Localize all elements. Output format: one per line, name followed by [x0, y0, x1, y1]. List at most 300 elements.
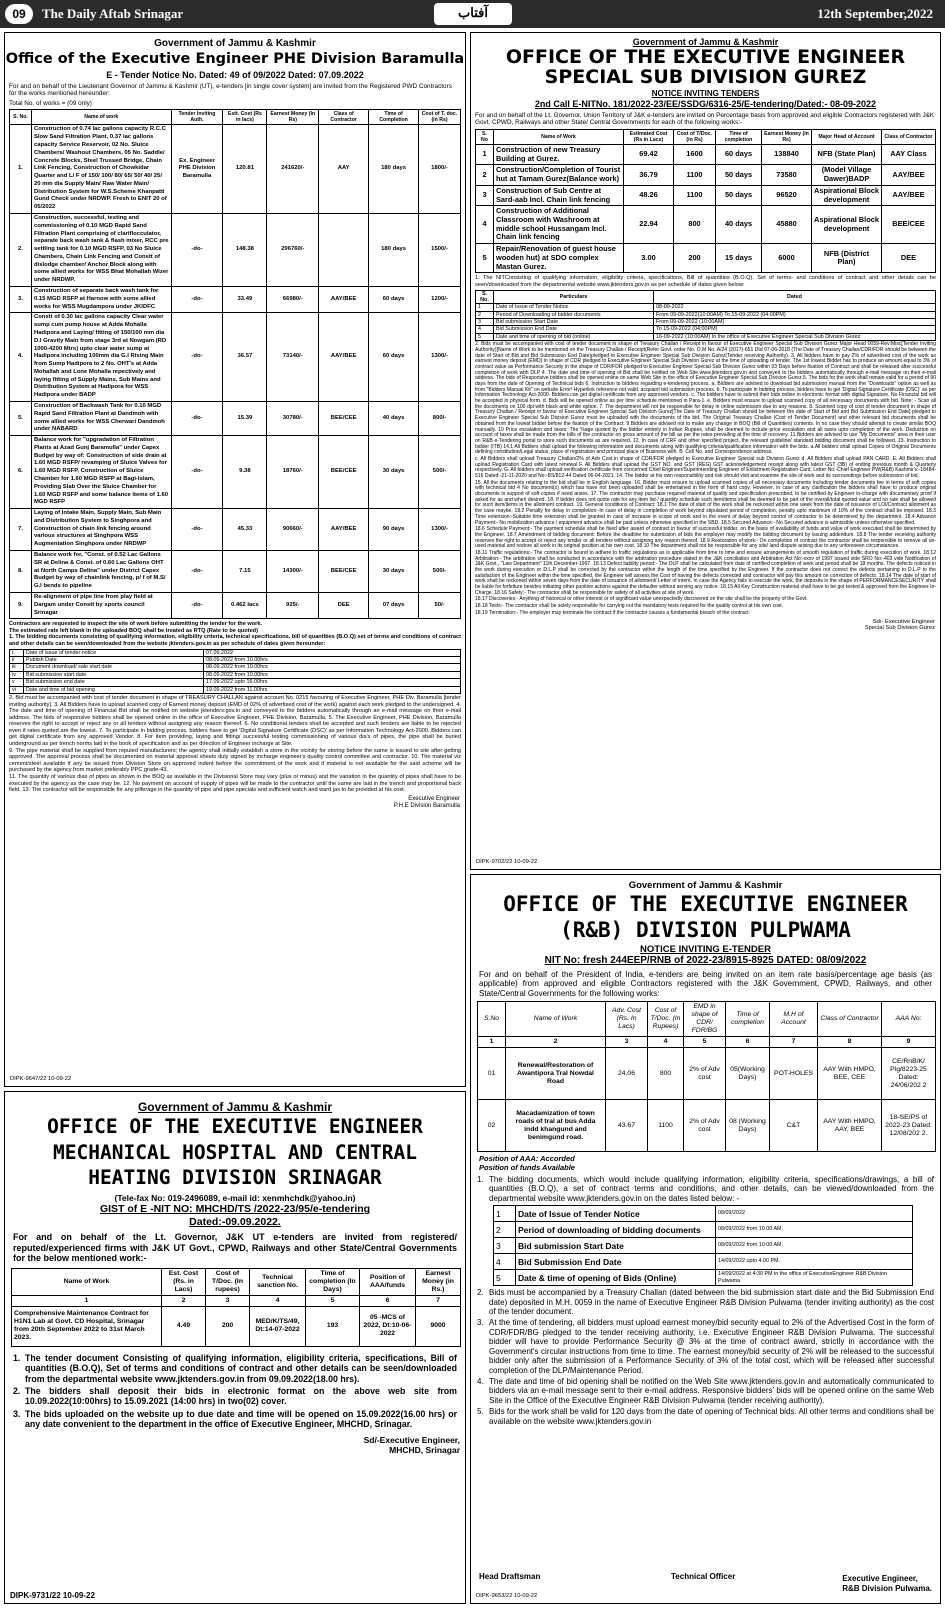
table-cell: -do- — [171, 551, 223, 593]
column-header: Cost of T. doc. (in Rs) — [419, 110, 461, 125]
sign-line: P.H.E Division Baramulla — [393, 802, 460, 809]
table-cell: 3.00 — [624, 244, 674, 273]
table-cell: Publish Date — [24, 657, 204, 664]
table-cell: 296760/- — [267, 214, 319, 287]
table-cell: -do- — [171, 436, 223, 509]
table-cell: Bid submission Start Date — [494, 319, 654, 326]
notes — [471, 342, 940, 616]
table-cell: AAY/BEE — [319, 509, 369, 551]
column-header: S.No — [478, 1002, 506, 1037]
table-row — [476, 311, 936, 318]
note-paragraph: 2. Bids must be accompanied with cost of tender document in shape of Treasury Challan / Receipt in favour of Executive Engineer Special Sub Division Gurez Major Head 0059-Rev:Misc[Tender Inviting Authority)]Name of Work to be mentioned on the Treasury Challan / Receipt(Refer Govt. order No. O.M No. A/24 (2017)-651 Dtd 07-06-2018 (The Date of Treasury Challan/CDR/FDR should be between the date of Start of Bid and Bid Submission End Date)pledged to Executive Engineer Special Sub Division Gurez(Tender receiving Authority). 3. All bidders have to pay 2% of advertised cost of the work as earnest money deposit (EMD) in shape of CDR pledged to Executive Engineer Special Sub Division Gurez at the time of uploading of tender. The 1st lowest Bidder has to produce an amount equal to 3% of contract value as Performance Security in the shape of CDR/FDR pledged to Executive Engineer Special Sub Division Gurez within 03 Days before fixation of Contract and shall be released after successful completion of work with DLP 4. The date and time of opening of Bid shall be notified on Web Site www.jktenders.gov.in and conveyed to the bidders automatically through e-mail message on their e-mail address. The bids of Responsive bidders shall be opened online on same Web Site in the office of Executive Engineer Special Sub Division Gurez.5. The bids for the work shall remain valid for a period of 90 days from the date of Opening of Technical bids 6. Instruction to bidders regarding e-tendering process. a. Bidders are advised to download bid submission manual from the "Downloads" option as well as from "Bidders Manual Kit" on website Error! Hyperlink reference not valid. acquaint bid submission process. b. To participate in bidding process, bidders have to get 'Digital Signature Certificate (DSC)' as per Information Technology Act-2000. Bidders can get digital certificate from any approved vendors. c. The bidders have to submit their bids online in electronic format with digital Signature. No Financial bid will be accepted in physical form. d. Bids will be opened online as per time schedule mentioned in Para-1. e. Bidders must ensure to upload scanned copy of all necessary documents with bid. Note: - Scan all the documents on 100 dpi with black and white option. 7. The department will not be responsible for delay in online submission due to any reasons. 8. Scanned copy of cost of tender document in shape of Treasury Challan / Receipt in favour of Executive Engineer Special Sub Division Gurez[The Date of Treasury Challan should be between the date of Start of Bid and Bid Submission End Date] pledged to Executive Engineer Special Sub Division Gurez must be uploaded with the documents of the bid. The Original Treasury Challan (Cost of Tender Document) and other relevant bid documents shall be obtained from the lowest bidder before the fixation of the Contract. 9 Bidders are advised not to make any change in BOQ (Bill of Quantities) contents. In no case they should attempt to create similar BOQ manually. 10 Price escalation and taxes: The %age quoted by the bidder entirely in Indian Rupees, shall be deemed to include price escalation and all taxes upto completion of the work. Deduction on account of taxes shall be made from the bills of the contractor on gross amount of the bill as per the rates prevailing at the time of recovery. 11 Bidders are advised to use "My Documents" area in their user on R&B e-Tendering portal to store such documents as are required. 12. In case of CRF and other specified project, the relevant guideline/ standard bidding document shall be followed. 13. Instruction to bidder (ITB) 14.1 All Bidders shall upload the following information and documents along with qualifying criteria/qualification information with the bids. a.All bidders shall upload Copies of Original Documents defining constitution/Legal status, place of registration and principal place of Business with. B. Cell No. and Correspondence address. — [475, 341, 936, 456]
schedule-table — [493, 1205, 913, 1286]
table-cell: 3 — [476, 185, 494, 205]
table-cell: Renewal/Restoration of Awantipora Tral Nowdal Road — [506, 1048, 606, 1100]
column-header: M.H of Account — [770, 1002, 818, 1037]
table-cell: Date & time of opening of Bids (Online) — [516, 1270, 716, 1286]
signature — [10, 1435, 460, 1455]
column-header: Est. Cost (Rs. in Lacs) — [162, 1268, 206, 1295]
table-cell: 9.38 — [223, 436, 267, 509]
schedule-table — [475, 290, 936, 342]
table-cell: POT-HOLES — [770, 1048, 818, 1100]
table-cell: 15.39 — [223, 401, 267, 435]
column-header: 2 — [162, 1295, 206, 1306]
table-cell: Construction of separate back wash tank for 0.15 MGD RSFP at Harnow with some allied works for WSS Mugdampora under JKIDFC — [31, 287, 171, 313]
sign-line: Executive Engineer, — [842, 1574, 918, 1584]
column-header: Time of Completion — [369, 110, 419, 125]
table-cell: AAY Class — [882, 144, 936, 164]
column-header: Adv. Cost (Rs. In Lacs) — [606, 1002, 648, 1037]
table-cell: 5. — [10, 401, 32, 435]
table-cell: Aspirational Block development — [812, 185, 882, 205]
table-row — [476, 144, 936, 164]
table-cell: 36.57 — [223, 313, 267, 402]
table-cell: 1500/- — [419, 214, 461, 287]
table-row — [10, 551, 461, 593]
table-cell: 14/09/2022 upto 4.00 PM. — [716, 1254, 913, 1270]
table-cell: -do- — [171, 509, 223, 551]
table-cell: 08/09/2022 from 10:00 AM. — [716, 1238, 913, 1254]
table-cell: C&T — [770, 1100, 818, 1152]
column-header: 3 — [606, 1037, 648, 1048]
tel-line: (Tele-fax No: 019-2496089, e-mail id: xenmhchdk@yahoo.in) — [114, 1193, 356, 1204]
condition-5: Bids for the work shall be valid for 120 days from the date of opening of Technical bids. All other terms and conditions shall be available on the website www.jktenders.gov.in — [489, 1407, 934, 1426]
table-cell: iii — [10, 664, 24, 671]
column-header: S. No. — [476, 290, 494, 304]
table-cell: CE/RnB/K/ Plg/8223-25 Dated: 24/06/202 2 — [882, 1048, 936, 1100]
sign-line: Executive Engineer — [408, 795, 460, 802]
table-cell: Construction, successful, testing and commissioning of 0.10 MGD Rapid Sand Filtration Plant comprising of clariflocculator, separate back wash tank & flash mixer, RCC pre settling tank for 0.10 MGD RSFP, 03 No Sluice Chambers, Chain Link Fencing and Constt of dislodge chamber/ Anchor Block along with some allied works for WSS Bhat Mohallah Wizer under NRDWP. — [31, 214, 171, 287]
table-cell: 69.42 — [624, 144, 674, 164]
table-cell: 30 days — [369, 551, 419, 593]
conditions: 1. The bidding documents, which would include qualifying information, eligibility criteria, specifications/drawings, a bill of quantities (B.O.Q), a set of contract terms and conditions, and other details, can be viewed/downloaded from the departmental website www.jktenders.gov.in on the dates listed below: - — [477, 1174, 934, 1203]
sig-executive-engineer — [842, 1574, 932, 1593]
table-cell: 4 — [476, 206, 494, 244]
table-cell: -do- — [171, 401, 223, 435]
notice-no: NIT No: fresh 244EEP/RNB of 2022-23/8915-8925 DATED: 08/09/2022 — [544, 954, 867, 966]
table-cell: 138840 — [762, 144, 812, 164]
newspaper-logo: آفتاب — [434, 3, 512, 25]
table-cell: Bid submission start date — [24, 671, 204, 678]
gov-line: Government of Jammu & Kashmir — [137, 1100, 333, 1114]
dipk-number: DIPK-9647/22 10-09-22 — [10, 1076, 72, 1083]
table-cell: -do- — [171, 592, 223, 618]
ad-title: OFFICE OF THE EXECUTIVE ENGINEER MECHANICAL HOSPITAL AND CENTRAL HEATING DIVISION SRINAGAR — [47, 1115, 423, 1189]
table-cell: 1100 — [648, 1100, 684, 1152]
table-cell: 14/09/2022 at 4:30 PM in the office of ExecutiveEngineer R&B Division Pulwama — [716, 1270, 913, 1286]
table-cell: 15 days — [716, 244, 762, 273]
table-cell: 33.49 — [223, 287, 267, 313]
column-header: 2 — [506, 1037, 606, 1048]
table-cell: Re-alignment of pipe line from play field at Dargam under Constt by sports council Srinagar — [31, 592, 171, 618]
funds-position: Position of funds Available — [479, 1162, 575, 1172]
point-text: The bidders shall deposit their bids in electronic format on the above web site from 10.09.2022(10:00hrs) to 15.09.2021 (14:00 hrs) in two(02) cover. — [25, 1385, 457, 1407]
table-cell: AAY/BEE — [319, 313, 369, 402]
column-header: Estt. Cost (Rs in lacs) — [223, 110, 267, 125]
table-row — [10, 649, 461, 656]
table-cell: 50/- — [419, 592, 461, 618]
table-cell: 193 — [306, 1306, 360, 1346]
table-cell: 07.09.2022 — [204, 649, 461, 656]
table-cell: 36.79 — [624, 165, 674, 185]
table-cell: 2% of Adv cost — [684, 1100, 726, 1152]
column-header: Name of Work — [506, 1002, 606, 1037]
table-cell: 08.09.2022 from 10.00hrs — [204, 671, 461, 678]
dipk-number: DIPK-9653/22 10-09-22 — [476, 1593, 538, 1600]
condition-1: The bidding documents, which would include qualifying information, eligibility criteria, specifications/drawings, a bill of quantities (B.O.Q), a set of contract terms and conditions, and other details, can be viewed/downloaded from the departmental website www.jktenders.gov.in on the dates listed below: - — [489, 1174, 934, 1203]
ad-title: OFFICE OF THE EXECUTIVE ENGINEER SPECIAL SUB DIVISION GUREZ — [505, 45, 906, 88]
table-cell: 40 days — [716, 206, 762, 244]
table-row — [10, 287, 461, 313]
table-cell: 1 — [476, 144, 494, 164]
point-text: The tender document Consisting of qualifying information, eligibility criteria, specifications, Bill of quantities (B.O.Q), Set of terms and conditions of contract and other details can be seen/downloaded from the departmental website www.jktenders.gov.in from 09.09.2022(18.00 hrs). — [25, 1352, 457, 1384]
table-cell: Period of downloading of bidding documents — [516, 1222, 716, 1238]
works-table — [11, 1268, 461, 1347]
table-cell: 45880 — [762, 206, 812, 244]
newspaper-title: The Daily Aftab Srinagar — [42, 6, 184, 21]
table-cell: AAY/BEE — [319, 287, 369, 313]
table-cell: 800/- — [419, 401, 461, 435]
table-cell: 9. — [10, 592, 32, 618]
table-cell: Date of issue of tender notice — [24, 649, 204, 656]
nit-label: NOTICE INVITING E-TENDER — [640, 943, 771, 955]
table-cell: AAY With HMPO, BEE, CEE — [818, 1048, 882, 1100]
table-row — [10, 125, 461, 214]
table-row — [476, 185, 936, 205]
table-cell: 05(Working Days) — [726, 1048, 770, 1100]
table-cell: AAY — [319, 125, 369, 214]
table-row — [476, 326, 936, 333]
table-cell: ii — [10, 657, 24, 664]
table-cell: AAY/BEE — [882, 165, 936, 185]
sign-line: Sd/-Executive Engineer, — [363, 1435, 460, 1446]
table-cell: BEE/CEE — [319, 401, 369, 435]
table-cell: 01 — [478, 1048, 506, 1100]
condition-4: The date and time of bid opening shall be notified on the Web Site www.jktenders.gov.in and automatically communicated to bidders via an e-mail message sent to their e-mail address. Responsive bidders' bids will be opened online on the same Web Site in the Office of the Executive Engineer R&B Division Pulwama (tender receiving authority). — [489, 1377, 934, 1405]
table-cell: Date and time of opening of bid (online) — [494, 333, 654, 340]
table-cell: 43.67 — [606, 1100, 648, 1152]
column-header: Major Head of Account — [812, 129, 882, 144]
table-row — [494, 1206, 913, 1222]
table-cell: 1600 — [674, 144, 716, 164]
column-header: Earnest Money (in Rs) — [762, 129, 812, 144]
table-cell: 2 — [494, 1222, 516, 1238]
table-row — [10, 592, 461, 618]
table-cell: NFB (State Plan) — [812, 144, 882, 164]
table-cell: Construction of Sub Centre at Sard-aab Incl. Chain link fencing — [494, 185, 624, 205]
table-row — [10, 401, 461, 435]
table-cell: 07 days — [369, 592, 419, 618]
table-cell: 08-09-2022 — [654, 304, 936, 311]
signature — [10, 796, 460, 810]
table-cell: Balance work for, "Const. of 0.52 Lac Gallons SR at Delina & Const. of 0.60 Lac Gallons OHT at North Camps Delina" under District Capex Budget by way of chainlink fencing, p/ f of M.S/ G.I bends to pipeline — [31, 551, 171, 593]
table-cell: Ex. Engineer PHE Division Baramulla — [171, 125, 223, 214]
table-cell: 18-SE/PS of 2022-23 Dated: 12/08/202 2. — [882, 1100, 936, 1152]
table-cell: Bid Submission End Date — [516, 1254, 716, 1270]
table-cell: 1300/- — [419, 313, 461, 402]
table-cell: 73580 — [762, 165, 812, 185]
column-header: Technical sanction No. — [250, 1268, 306, 1295]
table-cell: 9000 — [416, 1306, 461, 1346]
table-cell: 30 days — [369, 436, 419, 509]
table-cell: Construction/Completion of Tourist hut at Tamam Gurez(Balance work) — [494, 165, 624, 185]
column-header: 1 — [12, 1295, 162, 1306]
column-header: 8 — [818, 1037, 882, 1048]
table-cell: 180 days — [369, 125, 419, 214]
column-header: Name of work — [31, 110, 171, 125]
ad-title: OFFICE OF THE EXECUTIVE ENGINEER (R&B) DIVISION PULPWAMA — [503, 892, 908, 943]
table-cell: 08.09.2022 from 10.00hrs — [204, 657, 461, 664]
column-header: 9 — [882, 1037, 936, 1048]
table-cell: 241620/- — [267, 125, 319, 214]
table-cell: 0.462 lacs — [223, 592, 267, 618]
table-row — [12, 1306, 461, 1346]
table-cell: Construction of Additional Classroom with Washroom at middle school Hussangam Incl. Chain link fencing — [494, 206, 624, 244]
table-cell: 60 days — [369, 313, 419, 402]
table-cell: BEE/CEE — [882, 206, 936, 244]
table-cell: 02 — [478, 1100, 506, 1152]
column-header: EMD in shape of CDR/ FDR/BG — [684, 1002, 726, 1037]
note-paragraph: c. All Bidders shall upload Treasury Challan/2% of Adv Cost.in shape of CDR/FDR pledged to Executive Engineer Special sub Division Gurez d. All Bidders shall upload PAN CARD. E. All Bidders shall upload Registration Card with latest renewal F. All Bidders shall upload the GST NO. and GST (REG) GST acknowledgement receipt along with latest GST (3B) of ending previous month & Quarterly respectively. G. All bidders shall upload verification certificate from concerned Chief Engineer/Superintending Engineer of Enlistment Registration Card. Letter No:-Chief Engineer PW(R&B) Kashmir's:-18484-516 Dated:-21-11-2020 and No:-BS/812-44 Dated 06-04-2021. 14. The bidder at his own responsibility and risk should visit and examine the site of work and its surroundings before submission of bid. — [475, 455, 936, 480]
table-cell: 200 — [674, 244, 716, 273]
table-cell: 925/- — [267, 592, 319, 618]
sig-technical-officer: Technical Officer — [671, 1571, 736, 1581]
table-row — [476, 319, 936, 326]
table-cell: vi — [10, 686, 24, 693]
works-table — [477, 1001, 936, 1152]
dipk-number: DIPK-9702/22 10-09-22 — [476, 859, 538, 866]
sign-line: R&B Division Pulwama. — [842, 1583, 932, 1593]
table-cell: 30780/- — [267, 401, 319, 435]
column-header: Earnest Money (In Rs) — [267, 110, 319, 125]
note-paragraph: 18.17 Discoveries:- Anything of historical or other interest or of significant value unexpectedly discovered on the site shall be the property of the Govt. — [475, 596, 808, 603]
table-cell: Laying of Intake Main, Supply Main, Sub Main and Distribution System to Singhpora and Construction of chain link fencing around various structures at Singhpora WSS Augmentation Singhpora under NRDWP — [31, 509, 171, 551]
table-cell: From 09-09-2022(10:00AM) To 15-09-2022 (04:00PM) — [654, 311, 936, 318]
table-cell: 6000 — [762, 244, 812, 273]
table-cell: 7.15 — [223, 551, 267, 593]
issue-date: 12th September,2022 — [817, 6, 933, 21]
table-cell: -do- — [171, 313, 223, 402]
note-paragraph: 11. The quantity of various dias of pipes as shown in the BOQ as available in the Divisional Store may vary (plus or minus) and the variation in the quantity of pipes shall have to be executed by the agency as the case may be. 12. No payment on account of supply of pipes will be made to the contractor until the same are laid in the trench and proportional back field. 13. The contractor will be responsible for any pilferage in the quantity of pipe and pipe specials and sufficient watch and ward jas to be provided at his cost. — [9, 774, 461, 794]
table-row — [10, 657, 461, 664]
table-cell: 18760/- — [267, 436, 319, 509]
table-row — [476, 244, 936, 273]
column-header: 3 — [206, 1295, 250, 1306]
intro: For and on behalf of the Lieutenant Governor of Jammu & Kashmir (UT), e-tenders [in single cover system] are invited from the Registered PWD Contractors for the works mentioned hereunder: — [9, 82, 452, 98]
column-header: Time of completion — [716, 129, 762, 144]
table-cell: 2% of Adv cost — [684, 1048, 726, 1100]
note-paragraph: 18.11 Traffic regulations:- The contractor is bound to adhere to traffic regulations as is applicable from time to time and ensure arrangements of smooth regulation of traffic during execution of work. 18.12 Arbitration:- The arbitration shall be conducted in accordance with the arbitration procedure stated in the J&K conciliation and Arbitration Act No:-xxxv of 1997 issued vide SRO No:-403 vide Notification of J&K Govt., "Law Department" 11th December-1997. 18.13 Defect liability period:- The DLP shall be calculated from date of certified completion of work and period shall be 18 months. The defects noticed in the work during execution or D.L.P shall be corrected by the contractor within the length of the time specified by the Engineer. If the contractor does not correct the defects pertaining to D.L.P to the satisfaction of the Engineer within the time specified, the Engineer will assess the Cost of having the defects corrected and contractor will pay this amount on correction of defects. 18.14 The date of start of work shall be reckoned within seven days from the date of issuance of allotment/ Letter of intent. In case the Agency fails to execute the work, the deposits in the shape of PERFORMANCESECURITY shall be liable for forfeiture besides initiating other punitive actions against the defaulter without serving any notice. 18.15 All Key Construction material shall have to be got tested & approved from the Engineer In-Charge. 18.16 Safety:- The contractor shall be responsible for safety of all activities at site of work. — [475, 549, 936, 596]
table-cell: 4.49 — [162, 1306, 206, 1346]
point-item: 3. The bids uploaded on the website up to due date and time will be opened on 15.09.2022(16.00 hrs) or any date convenient to the department in the office of Executive Engineer, MHCHD, Srinagar. — [13, 1408, 457, 1430]
table-cell: 05 -MCS of 2022, Dt:10-06-2022 — [360, 1306, 416, 1346]
table-cell: 3 — [476, 319, 494, 326]
table-cell: v — [10, 679, 24, 686]
sig-head-draftsman: Head Draftsman — [479, 1571, 541, 1581]
table-cell: DEE — [319, 592, 369, 618]
table-cell: 5 — [476, 244, 494, 273]
column-header: S. No — [476, 129, 494, 144]
note-paragraph: 18.19 Termination:- The employer may terminate the contract if the contractor causes a fundamental breach of the contract. — [475, 609, 751, 616]
ad-title: Office of the Executive Engineer PHE Division Baramulla — [5, 50, 465, 67]
table-cell: AAY With HMPO, AAY, BEE — [818, 1100, 882, 1152]
table-cell: Date of Issue of Tender Notice. — [494, 304, 654, 311]
column-header: Time of completion (In Days) — [306, 1268, 360, 1295]
column-header: Time of completion — [726, 1002, 770, 1037]
table-cell: 60 days — [716, 144, 762, 164]
table-cell: 148.38 — [223, 214, 267, 287]
table-cell: 48.26 — [624, 185, 674, 205]
table-row — [10, 313, 461, 402]
table-row — [10, 671, 461, 678]
table-cell: 24.06 — [606, 1048, 648, 1100]
newspaper-header — [0, 0, 945, 28]
column-header: 5 — [306, 1295, 360, 1306]
para-1: 1. The NITConsisting of qualifying information, eligibility criteria, specifications, Bill of quantities (B.O.Q). Set of terms- and conditions of contract and other details can be seen/downloaded from the departmental website www.jktenders.gov.in as per schedule of dates given below: — [475, 275, 936, 289]
table-cell: 1800/- — [419, 125, 461, 214]
point-text: The bids uploaded on the website up to due date and time will be opened on 15.09.2022(16.00 hrs) or any date convenient to the department in the office of Executive Engineer, MHCHD, Srinagar. — [25, 1408, 457, 1430]
table-cell: 73140/- — [267, 313, 319, 402]
column-header: AAA No: — [882, 1002, 936, 1037]
column-header: S. No. — [10, 110, 32, 125]
intro: For and on behalf of the Lt. Governor, Union Territory of J&K e-tenders are invited on Percentage basis from approved and eligible Contractors registered with J&K Govt. CPWD, Railways and other State/ Central Governments for each of the following works:- — [475, 111, 935, 127]
table-cell: Date of Issue of Tender Notice — [516, 1206, 716, 1222]
column-header: 7 — [770, 1037, 818, 1048]
intro: For and on behalf of the Lt. Governor, J&K UT e-tenders are invited from registered/ reputed/experienced firms with J&K UT Govt., CPWD, Railways and other State/Central Governments for the below mentioned work:- — [13, 1231, 457, 1264]
table-cell: 40 days — [369, 401, 419, 435]
column-header: Class of Contractor — [319, 110, 369, 125]
column-header: Earnest Money (in Rs.) — [416, 1268, 461, 1295]
column-header: 6 — [360, 1295, 416, 1306]
column-header: Particulars — [494, 290, 654, 304]
note-paragraph: 9. The pipe material shall be supplied from reputed manufacturers; the agency shall initially establish a store in the vicinity for storing before the same is issued to site after getting approved. The approval process shall be documented on material approval sheets duly signed by incharge engineer's quality control committee and contractor. 10. The material viz cement/steel available if any be issued from Division Store on approved indent before the commitment of the work and if material is not available for the said scheme will be purchased by the agency from market preferably PPC grade-43. — [9, 747, 461, 774]
table-cell: Document download/ sale start date — [24, 664, 204, 671]
table-cell: 1200/- — [419, 287, 461, 313]
table-cell: 96520 — [762, 185, 812, 205]
total-works: Total No. of works = (09 only) — [9, 99, 92, 107]
table-row — [494, 1238, 913, 1254]
table-cell: 200 — [206, 1306, 250, 1346]
ad-rnb-pulwama — [470, 874, 941, 1604]
column-header: 4 — [250, 1295, 306, 1306]
table-cell: 16-09-2022 (10:00AM) In the office of Executive Engineer Special Sub Division Gurez — [654, 333, 936, 340]
column-header: Tender Inviting Auth. — [171, 110, 223, 125]
table-cell: -do- — [171, 287, 223, 313]
nit-label: NOTICE INVITING TENDERS — [651, 89, 760, 99]
schedule-table — [9, 649, 461, 694]
column-header: 5 — [684, 1037, 726, 1048]
note-paragraph: 18.6 Schedule Payment:- The payment schedule shall be fixed after award of contract in favour of successful bidder, on the basis of availability of funds and value of work executed shall be determined by the Engineer. 18.7 Amendment of bidding document: Before the deadline for submission of bids the employer may modify the bidding document by issuing addendum. 18.8 The tender receiving authority reserves the right to accept or reject any tender or all tenders without assigning any reason thereof. 18.9 Restoration of work:- On completion of contract the contractor shall be responsible to remove all un-used material and restore all work in its original position at his own cost. 18.10 The department shall not be responsible for any site/ land dispute arising due to any unforeseen circumstances. — [475, 526, 936, 550]
ad-gurez — [470, 32, 941, 870]
table-cell: DEE — [882, 244, 936, 273]
table-row — [494, 1254, 913, 1270]
column-header: 7 — [416, 1295, 461, 1306]
signature — [476, 619, 935, 633]
table-cell: 800 — [648, 1048, 684, 1100]
note-paragraph: The estimated rate left blank in the uploaded BOQ shall be treated as RTQ (Rate to be quoted) — [9, 627, 258, 634]
column-header: Dated — [654, 290, 936, 304]
notice-no: E - Tender Notice No. Dated: 49 of 09/2022 Dated: 07.09.2022 — [106, 69, 364, 80]
table-row — [478, 1100, 936, 1152]
table-cell: Date and time of bid opening — [24, 686, 204, 693]
works-table — [475, 129, 936, 274]
table-cell: 45.33 — [223, 509, 267, 551]
table-cell: 1100 — [674, 185, 716, 205]
condition-3: At the time of tendering, all bidders must upload earnest money/bid security equal to 2% of the Advertised Cost in the form of CDR/FDR/BG pledged to the tender receiving authority, i.e. Executive Engineer R&B Division Pulwama. The successful bidder will have to provide Performance Security @ 3% at the time of contract award, strictly in accordance with the Government's circular instructions from time to time. The earnest money/bid security of 2% will be released to the successful bidder only after the submission of a Performance Security of 3% of the total cost, which will be released after successful completion of the DLP/Maintenance Period. — [489, 1318, 934, 1375]
table-row — [10, 664, 461, 671]
table-cell: 1 — [476, 304, 494, 311]
table-cell: 1300/- — [419, 509, 461, 551]
column-header: 1 — [478, 1037, 506, 1048]
gov-line: Government of Jammu & Kashmir — [628, 880, 783, 891]
table-cell: 800 — [674, 206, 716, 244]
sign-line: Sd/- Executive Engineer — [872, 618, 935, 625]
column-header: Cost of T/Doc. (In Rupees) — [648, 1002, 684, 1037]
table-row — [476, 333, 936, 340]
table-cell: 5 — [494, 1270, 516, 1286]
table-row — [10, 679, 461, 686]
table-cell: 17.09.2022 upto 16.00hrs — [204, 679, 461, 686]
table-row — [476, 206, 936, 244]
aaa-position: Position of AAA: Accorded — [479, 1154, 575, 1164]
table-cell: Bid submission Start Date — [516, 1238, 716, 1254]
gist-dated: Dated:-09.09.2022. — [189, 1215, 281, 1228]
table-cell: 5 — [476, 333, 494, 340]
column-header: Class of Contractor — [882, 129, 936, 144]
table-cell: 08/09/2022 — [716, 1206, 913, 1222]
table-cell: iv — [10, 671, 24, 678]
table-cell: BEE/CEE — [319, 551, 369, 593]
ad-mhchd-srinagar — [4, 1091, 466, 1604]
table-cell: (Model Village Dawer)BADP — [812, 165, 882, 185]
table-cell: 19.09.2022 from 11.00hrs — [204, 686, 461, 693]
table-cell: 2 — [476, 165, 494, 185]
table-cell: 8. — [10, 551, 32, 593]
table-cell — [319, 214, 369, 287]
note-paragraph: 2. Bid must be accompanied with cost of tender document in shape of TREASURY CHALLAN against account No. 0215 favouring of Executive Engineer, PHE Div. Baramulla [tender inviting authority]. 3. All Bidders have to upload scanned copy of Earnest money deposit (EMD of 02% of advertised cost of the work) against each work pledged to the undersigned. 4. The date and time of opening of Financial Bid shall be notified on website jktenders.gov.in and conveyed to the bidders automatically through an e-mail message on their e-mail address. The bids of responsive bidders shall be opened online in the office of Executive Engineer, PHE Division, Baramulla. 5. The Executive Engineer, PHE Division, Baramulla reserves the right to accept or reject any or all tenders without assigning any reason thereof. 6. No conditional tenders shall be accepted and such tenders are liable to be rejected even if rates quoted are the lowest. 7. To participate in bidding process, bidders have to get 'Digital Signature Certificate (DSC)' as per Information Technology Act-2000. Bidders can get digital certificate from any approved Vendor. 8. For item providing, laying and fitting/ successful testing commissioning of various dia's of pipes, the pipe shall be buried underground as per trench norms laid in the book of specification and as per direction of Engineer incharge at Site. — [9, 694, 461, 748]
table-cell: 3 — [494, 1238, 516, 1254]
table-cell: Construction of new Treasury Building at Gurez. — [494, 144, 624, 164]
column-header: Name of Work — [12, 1268, 162, 1295]
table-row — [476, 304, 936, 311]
notice-no: 2nd Call E-NITNo. 181/2022-23/EE/SSDG/6316-25/E-tendering/Dated:- 08-09-2022 — [534, 98, 877, 109]
table-cell: NFB (District Plan) — [812, 244, 882, 273]
table-cell: 4. — [10, 313, 32, 402]
column-header: Position of AAA/funds — [360, 1268, 416, 1295]
table-cell: -do- — [171, 214, 223, 287]
table-cell: Bid Submission End Date — [494, 326, 654, 333]
column-header: Cost of T/Doc. (In rupees) — [206, 1268, 250, 1295]
table-cell: 7. — [10, 509, 32, 551]
table-cell: 08 (Working Days) — [726, 1100, 770, 1152]
table-row — [10, 214, 461, 287]
intro: For and on behalf of the President of India, e-tenders are being invited on an item rate basis/percentage age basis (as applicable) from approved and eligible Contractors registered with the J&K Government, CPWD, Railways, and other State/Central Governments for the following works: — [479, 969, 932, 998]
notes-bottom — [9, 695, 461, 794]
table-cell: 3. — [10, 287, 32, 313]
table-cell: 50 days — [716, 185, 762, 205]
column-header: Cost of T/Doc. (in Rs) — [674, 129, 716, 144]
table-cell: Repair/Renovation of guest house wooden hut) at SDO complex Mastan Gurez. — [494, 244, 624, 273]
note-paragraph: 18.18 Tests:- The contractor shall be solely responsible for carrying out the mandatory tests required for the quality control at his own cost. — [475, 603, 784, 610]
gov-line: Government of Jammu & Kashmir — [154, 38, 316, 49]
gist-line: GIST of E -NIT NO: MHCHD/TS /2022-23/95/e-tendering — [99, 1203, 371, 1216]
table-cell: BEE/CEE — [319, 436, 369, 509]
table-cell: To 15-09-2022 (04:00PM) — [654, 326, 936, 333]
table-row — [478, 1048, 936, 1100]
table-cell: 1 — [494, 1206, 516, 1222]
note-paragraph: 1. The bidding documents consisting of qualifying information, eligibility criteria, technical specifications, bill of quantities (B.O.Q) set of terms and conditions of contract and other details can be seen/downloaded from the website jktenders.gov.in as per schedule of dates given hereunder: — [9, 634, 461, 648]
table-cell: 90 days — [369, 509, 419, 551]
